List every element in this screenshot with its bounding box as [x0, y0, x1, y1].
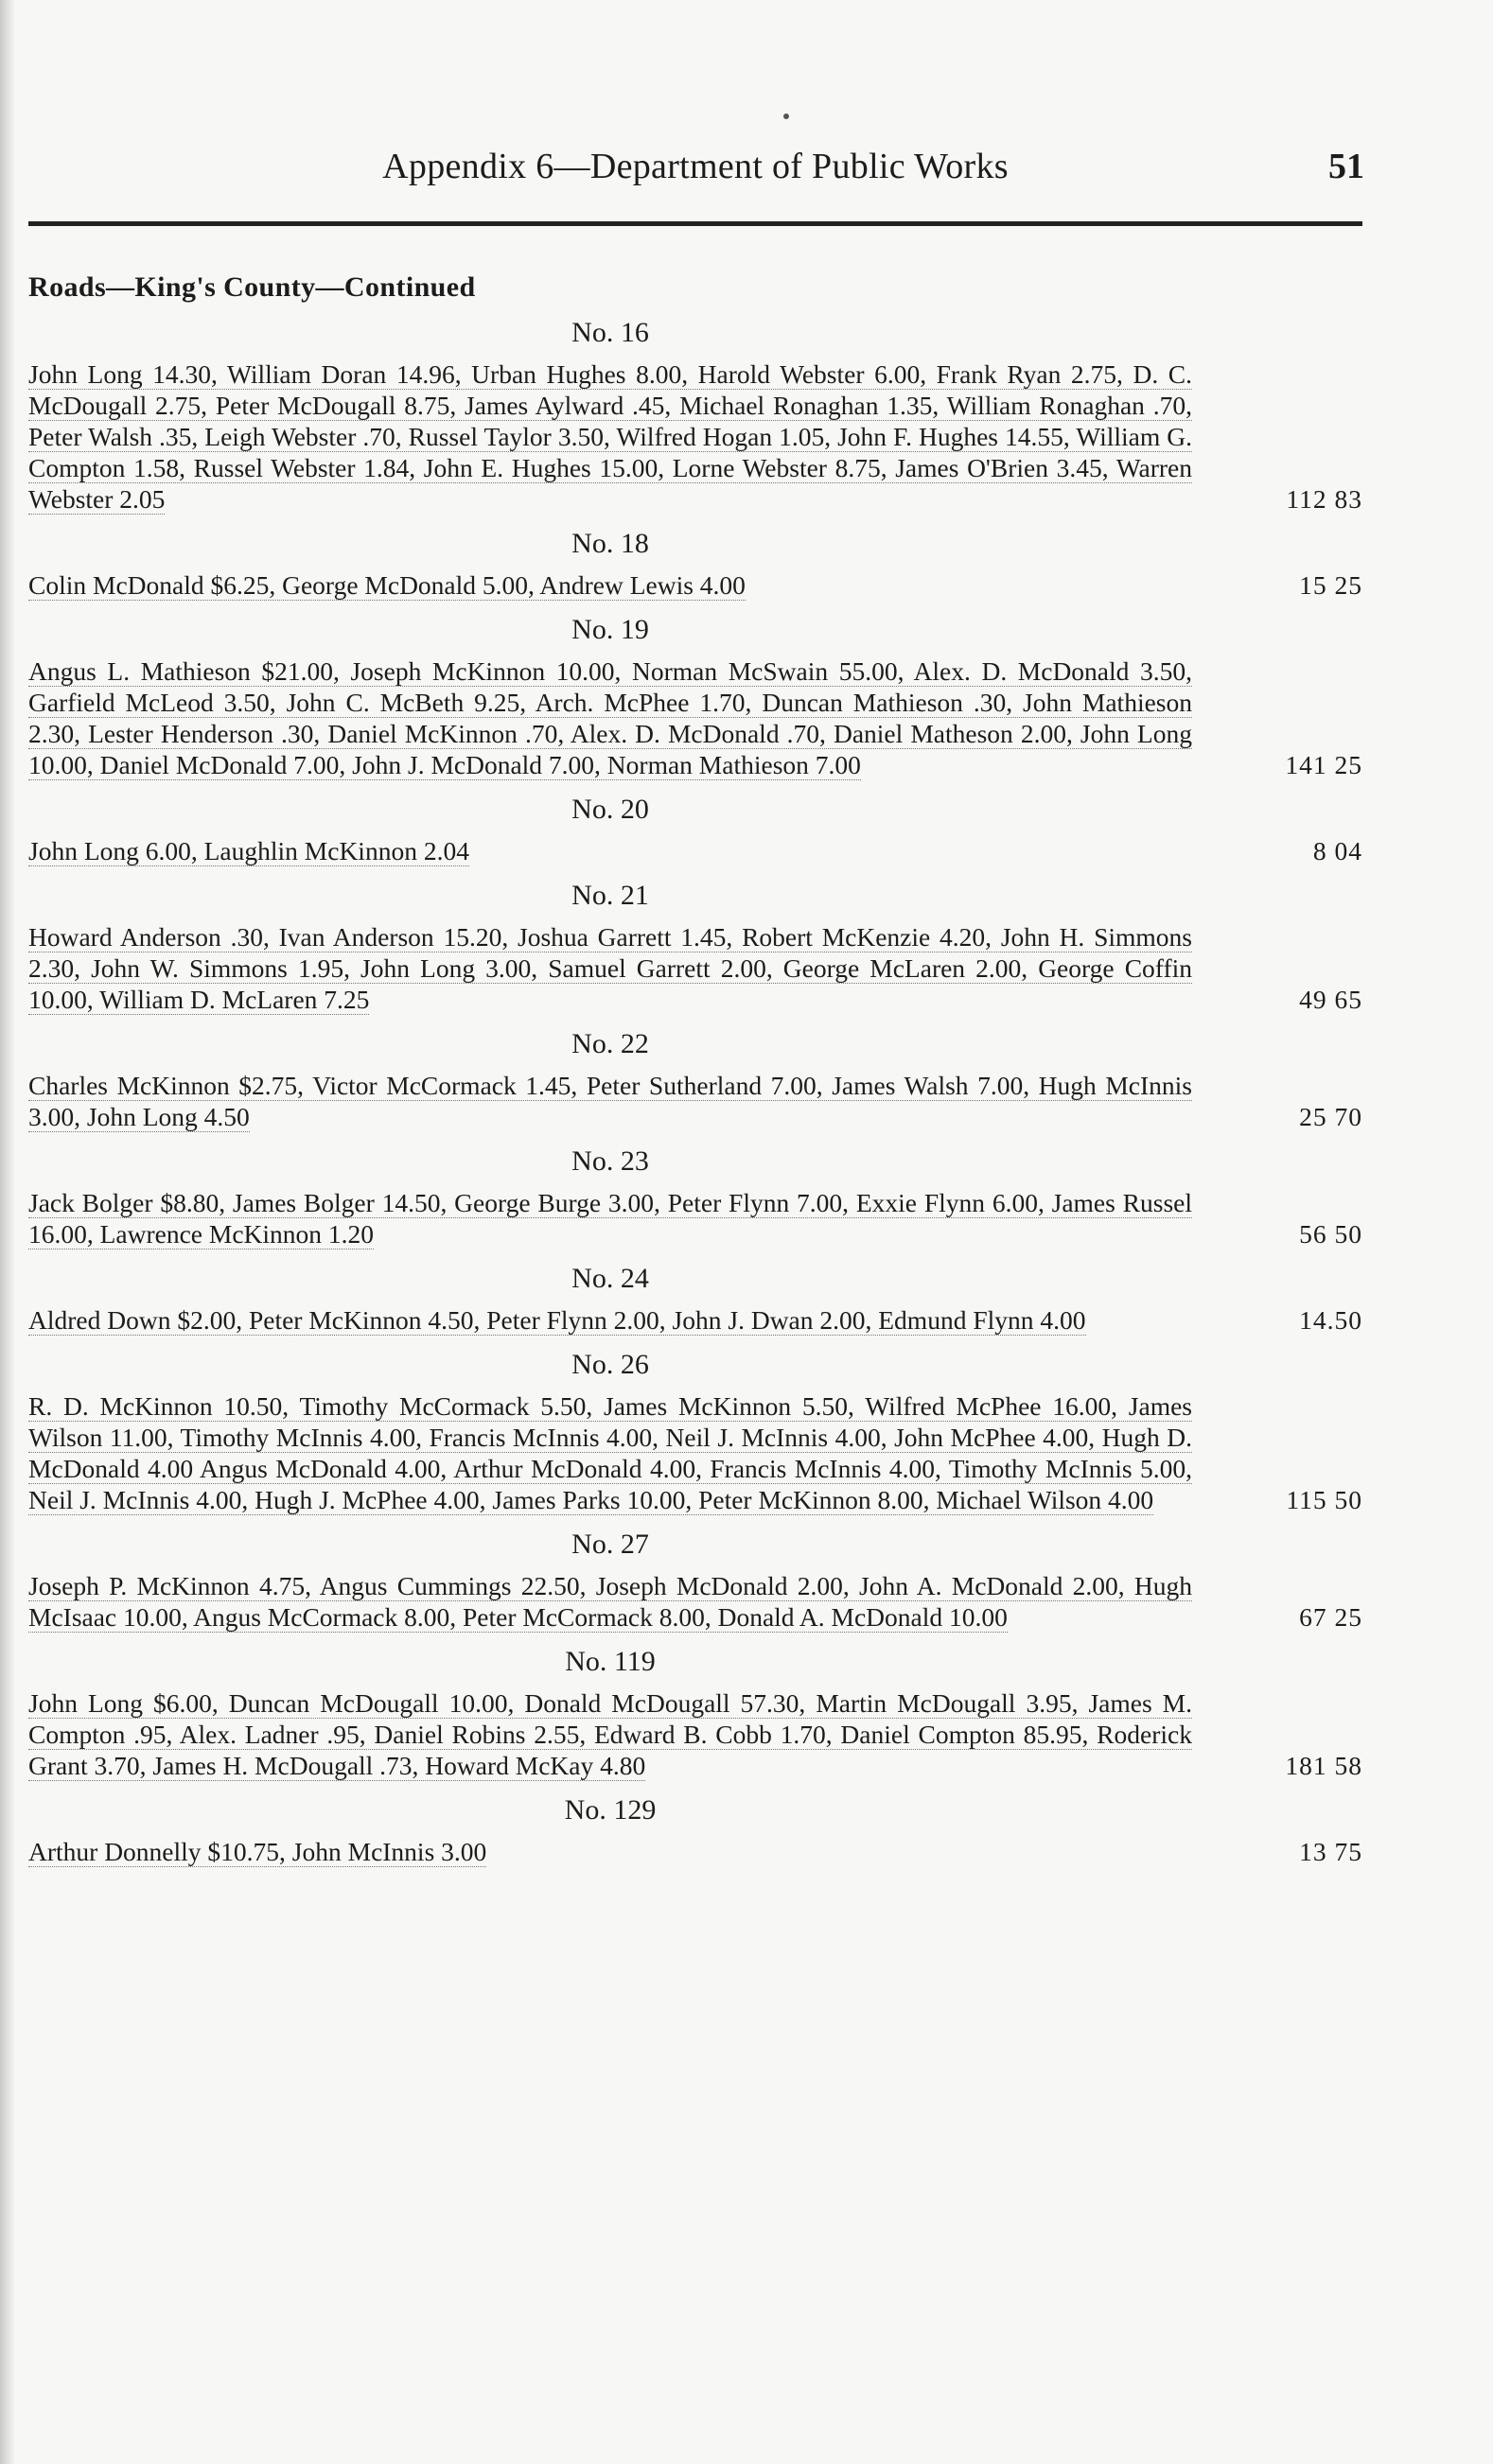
road-number: No. 21	[571, 880, 649, 911]
road-body	[28, 1687, 1362, 1781]
road-total: 115 50	[1286, 1485, 1362, 1514]
payee-list-text: Howard Anderson .30, Ivan Anderson 15.20, Joshua Garrett 1.45, Robert McKenzie 4.20, John H. Simmons 2.30, John W. Simmons 1.95, John Long 3.00, Samuel Garrett 2.00, George McLaren 2.00, George Coffin 10.00, William D. McLaren 7.25	[28, 922, 1192, 1014]
road-payees	[28, 1687, 1192, 1781]
road-total: 67 25	[1299, 1602, 1362, 1632]
road-payees	[28, 1570, 1192, 1633]
road-total: 181 58	[1285, 1751, 1362, 1780]
road-entry	[28, 1263, 1362, 1336]
payee-list-text: Jack Bolger $8.80, James Bolger 14.50, George Burge 3.00, Peter Flynn 7.00, Exxie Flynn 6.00, James Russel 16.00, Lawrence McKinnon 1.20	[28, 1188, 1192, 1249]
road-body	[28, 1304, 1362, 1336]
road-payees	[28, 835, 1192, 866]
payee-list-text: Arthur Donnelly $10.75, John McInnis 3.00	[28, 1837, 487, 1866]
road-total: 15 25	[1299, 570, 1362, 600]
road-number: No. 20	[571, 794, 649, 825]
section-title: Roads—King's County—Continued	[28, 271, 476, 303]
header-rule	[28, 221, 1362, 226]
payee-list-text: Joseph P. McKinnon 4.75, Angus Cummings 22.50, Joseph McDonald 2.00, John A. McDonald 2.00, Hugh McIsaac 10.00, Angus McCormack 8.00, Peter McCormack 8.00, Donald A. McDonald 10.00	[28, 1571, 1192, 1632]
road-body	[28, 358, 1362, 515]
page-edge-shadow	[0, 0, 15, 2464]
road-number: No. 27	[571, 1529, 649, 1560]
payee-list-text: Charles McKinnon $2.75, Victor McCormack 1.45, Peter Sutherland 7.00, James Walsh 7.00, Hugh McInnis 3.00, John Long 4.50	[28, 1071, 1192, 1131]
road-body	[28, 655, 1362, 780]
road-payees	[28, 655, 1192, 780]
road-entry	[28, 317, 1362, 515]
road-body	[28, 1570, 1362, 1633]
road-number: No. 129	[564, 1794, 657, 1826]
ink-speck	[783, 114, 789, 119]
document-page	[28, 142, 1362, 1867]
road-entry	[28, 880, 1362, 1015]
road-payees	[28, 1187, 1192, 1249]
payee-list-text: Angus L. Mathieson $21.00, Joseph McKinnon 10.00, Norman McSwain 55.00, Alex. D. McDonald 3.50, Garfield McLeod 3.50, John C. McBeth 9.25, Arch. McPhee 1.70, Duncan Mathieson .30, John Mathieson 2.30, Lester Henderson .30, Daniel McKinnon .70, Alex. D. McDonald .70, Daniel Matheson 2.00, John Long 10.00, Daniel McDonald 7.00, John J. McDonald 7.00, Norman Mathieson 7.00	[28, 656, 1192, 779]
road-body	[28, 1836, 1362, 1867]
road-body	[28, 1070, 1362, 1132]
road-entry	[28, 528, 1362, 601]
road-total: 14.50	[1299, 1305, 1362, 1335]
road-payees	[28, 921, 1192, 1015]
page-header	[28, 142, 1362, 208]
road-number: No. 22	[571, 1028, 649, 1059]
road-entry	[28, 1646, 1362, 1781]
payee-list-text: Colin McDonald $6.25, George McDonald 5.00, Andrew Lewis 4.00	[28, 570, 746, 600]
road-number: No. 19	[571, 614, 649, 645]
road-entry	[28, 1349, 1362, 1515]
payee-list-text: John Long $6.00, Duncan McDougall 10.00, Donald McDougall 57.30, Martin McDougall 3.95, James M. Compton .95, Alex. Ladner .95, Daniel Robins 2.55, Edward B. Cobb 1.70, Daniel Compton 85.95, Roderick Grant 3.70, James H. McDougall .73, Howard McKay 4.80	[28, 1688, 1192, 1780]
road-entry	[28, 614, 1362, 780]
road-entry	[28, 1529, 1362, 1633]
road-payees	[28, 1304, 1192, 1336]
payee-list-text: John Long 14.30, William Doran 14.96, Urban Hughes 8.00, Harold Webster 6.00, Frank Ryan 2.75, D. C. McDougall 2.75, Peter McDougall 8.75, James Aylward .45, Michael Ronaghan 1.35, William Ronaghan .70, Peter Walsh .35, Leigh Webster .70, Russel Taylor 3.50, Wilfred Hogan 1.05, John F. Hughes 14.55, William G. Compton 1.58, Russel Webster 1.84, John E. Hughes 15.00, Lorne Webster 8.75, James O'Brien 3.45, Warren Webster 2.05	[28, 359, 1192, 514]
road-entry	[28, 794, 1362, 866]
road-number: No. 26	[571, 1349, 649, 1380]
page-title: Appendix 6—Department of Public Works	[382, 147, 1009, 186]
road-payees	[28, 1836, 1192, 1867]
road-number: No. 23	[571, 1145, 649, 1177]
road-total: 25 70	[1299, 1102, 1362, 1131]
page-number: 51	[1328, 147, 1364, 186]
road-payees	[28, 1390, 1192, 1515]
road-number: No. 18	[571, 528, 649, 559]
road-payees	[28, 569, 1192, 601]
road-entry	[28, 1794, 1362, 1867]
road-total: 141 25	[1285, 750, 1362, 779]
road-total: 13 75	[1299, 1837, 1362, 1866]
road-entry	[28, 1028, 1362, 1132]
road-number: No. 119	[565, 1646, 656, 1677]
road-number: No. 24	[571, 1263, 649, 1294]
road-payees	[28, 1070, 1192, 1132]
road-body	[28, 921, 1362, 1015]
payee-list-text: Aldred Down $2.00, Peter McKinnon 4.50, Peter Flynn 2.00, John J. Dwan 2.00, Edmund Flynn 4.00	[28, 1305, 1086, 1335]
road-body	[28, 1390, 1362, 1515]
road-total: 112 83	[1286, 484, 1362, 514]
road-total: 8 04	[1312, 836, 1362, 865]
payee-list-text: R. D. McKinnon 10.50, Timothy McCormack 5.50, James McKinnon 5.50, Wilfred McPhee 16.00, James Wilson 11.00, Timothy McInnis 4.00, Francis McInnis 4.00, Neil J. McInnis 4.00, John McPhee 4.00, Hugh D. McDonald 4.00 Angus McDonald 4.00, Arthur McDonald 4.00, Francis McInnis 4.00, Timothy McInnis 5.00, Neil J. McInnis 4.00, Hugh J. McPhee 4.00, James Parks 10.00, Peter McKinnon 8.00, Michael Wilson 4.00	[28, 1391, 1192, 1514]
road-total: 56 50	[1299, 1219, 1362, 1249]
road-entry	[28, 1145, 1362, 1249]
road-total: 49 65	[1299, 985, 1362, 1014]
roads-list	[28, 317, 1362, 1867]
road-body	[28, 835, 1362, 866]
road-body	[28, 1187, 1362, 1249]
road-body	[28, 569, 1362, 601]
payee-list-text: John Long 6.00, Laughlin McKinnon 2.04	[28, 836, 469, 865]
road-payees	[28, 358, 1192, 515]
road-number: No. 16	[571, 317, 649, 348]
